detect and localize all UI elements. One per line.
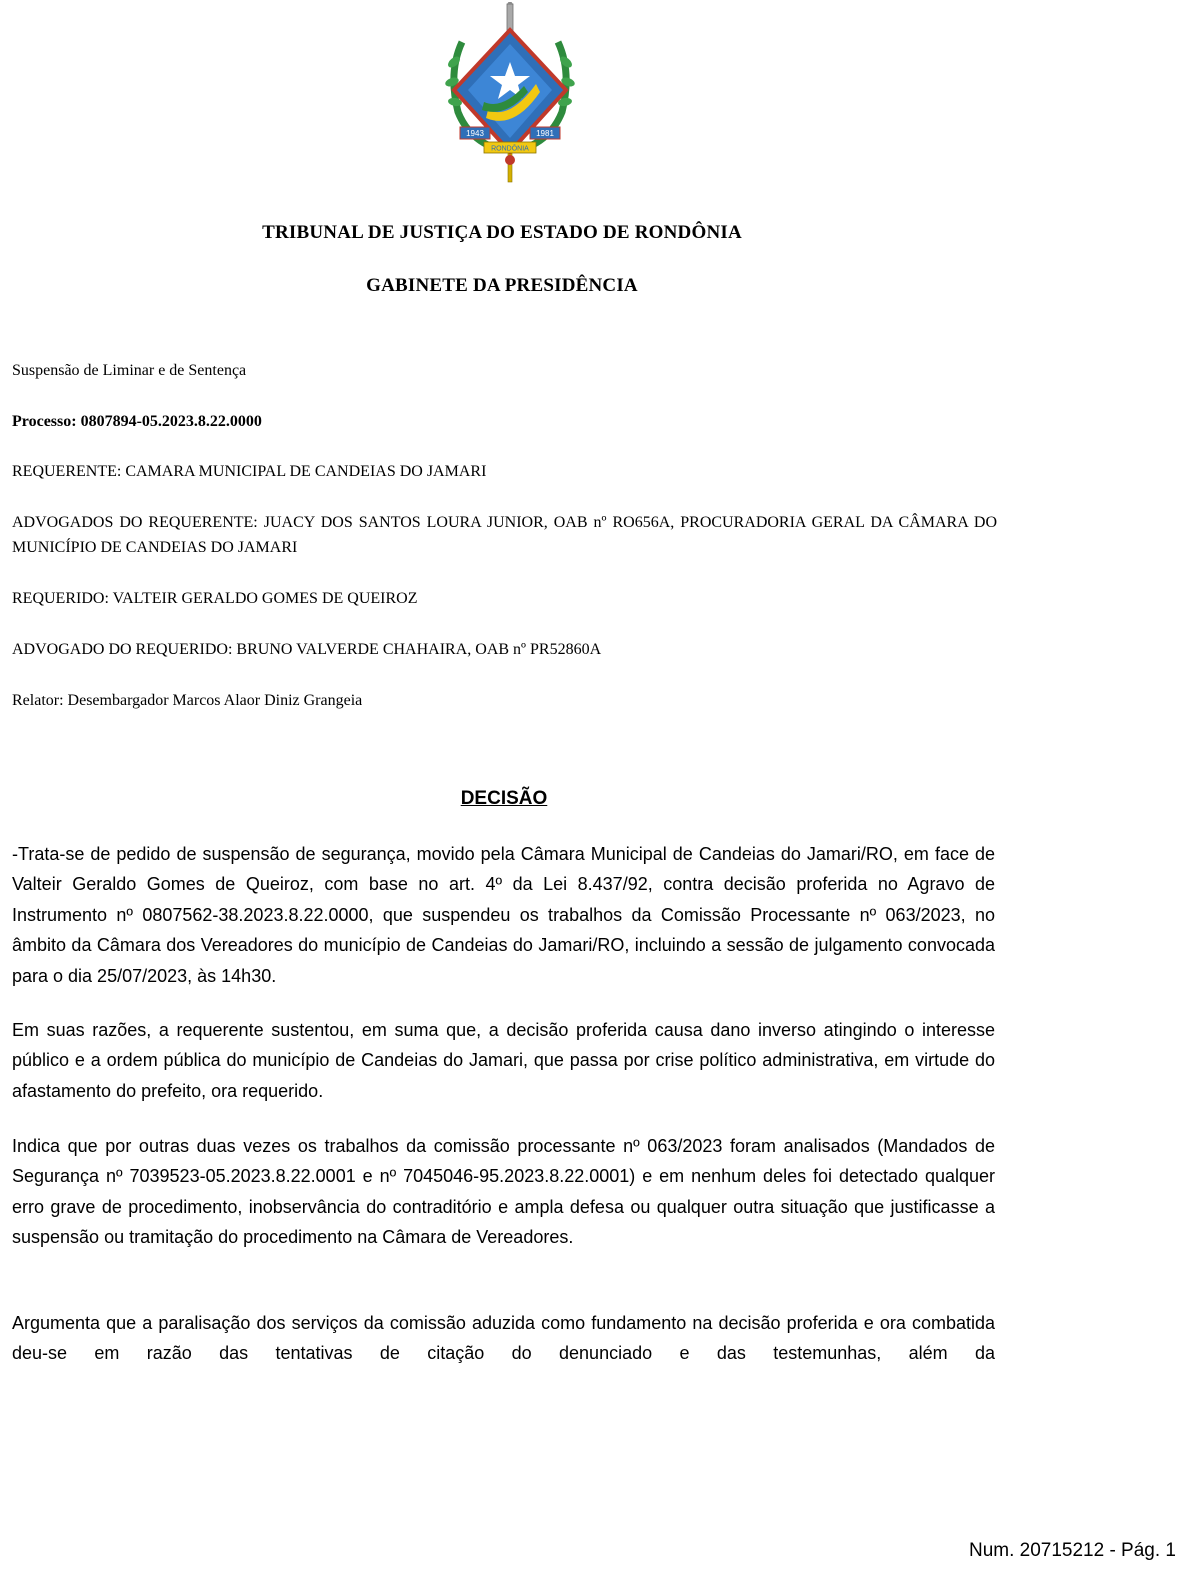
office-heading: GABINETE DA PRESIDÊNCIA	[366, 275, 638, 296]
respondent: REQUERIDO: VALTEIR GERALDO GOMES DE QUEIROZ	[12, 590, 418, 607]
decision-paragraph-1: -Trata-se de pedido de suspensão de segurança, movido pela Câmara Municipal de Candeias do Jamari/RO, em face de Valteir Geraldo Gomes de Queiroz, com base no art. 4º da Lei 8.437/92, contra decisão proferida no Agravo de Instrumento nº 0807562-38.2023.8.22.0000, que suspendeu os trabalhos da Comissão Processante nº 063/2023, no âmbito da Câmara dos Vereadores do município de Candeias do Jamari/RO, incluindo a sessão de julgamento convocada para o dia 25/07/2023, às 14h30.	[12, 844, 995, 986]
court-name-heading: TRIBUNAL DE JUSTIÇA DO ESTADO DE RONDÔNIA	[262, 222, 742, 243]
decision-title: DECISÃO	[460, 788, 548, 809]
decision-paragraph-4: Argumenta que a paralisação dos serviços da comissão aduzida como fundamento na decisão proferida e ora combatida deu-se em razão das tentativas de citação do denunciado e das testemunhas, além da	[12, 1313, 995, 1364]
sword-tip	[507, 2, 513, 4]
respondent-lawyer: ADVOGADO DO REQUERIDO: BRUNO VALVERDE CHAHAIRA, OAB nº PR52860A	[12, 641, 602, 658]
ornament-red	[505, 155, 515, 165]
applicant-lawyers: ADVOGADOS DO REQUERENTE: JUACY DOS SANTOS LOURA JUNIOR, OAB nº RO656A, PROCURADORIA GERAL DA CÂMARA DO MUNICÍPIO DE CANDEIAS DO JAMARI	[12, 514, 997, 556]
applicant: REQUERENTE: CAMARA MUNICIPAL DE CANDEIAS DO JAMARI	[12, 463, 487, 480]
process-number: Processo: 0807894-05.2023.8.22.0000	[12, 413, 262, 430]
banner-text: RONDÔNIA	[491, 145, 529, 153]
year-right: 1981	[536, 129, 554, 138]
rapporteur: Relator: Desembargador Marcos Alaor Diniz Grangeia	[12, 692, 363, 709]
year-left: 1943	[466, 129, 484, 138]
decision-paragraph-2: Em suas razões, a requerente sustentou, em suma que, a decisão proferida causa dano inverso atingindo o interesse público e a ordem pública do município de Candeias do Jamari, que passa por crise político administrativa, em virtude do afastamento do prefeito, ora requerido.	[12, 1020, 995, 1101]
decision-paragraph-3: Indica que por outras duas vezes os trabalhos da comissão processante nº 063/2023 foram analisados (Mandados de Segurança nº 7039523-05.2023.8.22.0001 e nº 7045046-95.2023.8.22.0001) e em nenhum deles foi detectado qualquer erro grave de procedimento, inobservância do contraditório e ampla defesa ou qualquer outra situação que justificasse a suspensão ou tramitação do procedimento na Câmara de Vereadores.	[12, 1136, 995, 1248]
page-footer-reference: Num. 20715212 - Pág. 1	[968, 1540, 1176, 1561]
case-class: Suspensão de Liminar e de Sentença	[12, 362, 247, 379]
rondonia-coat-of-arms-emblem	[440, 2, 580, 187]
